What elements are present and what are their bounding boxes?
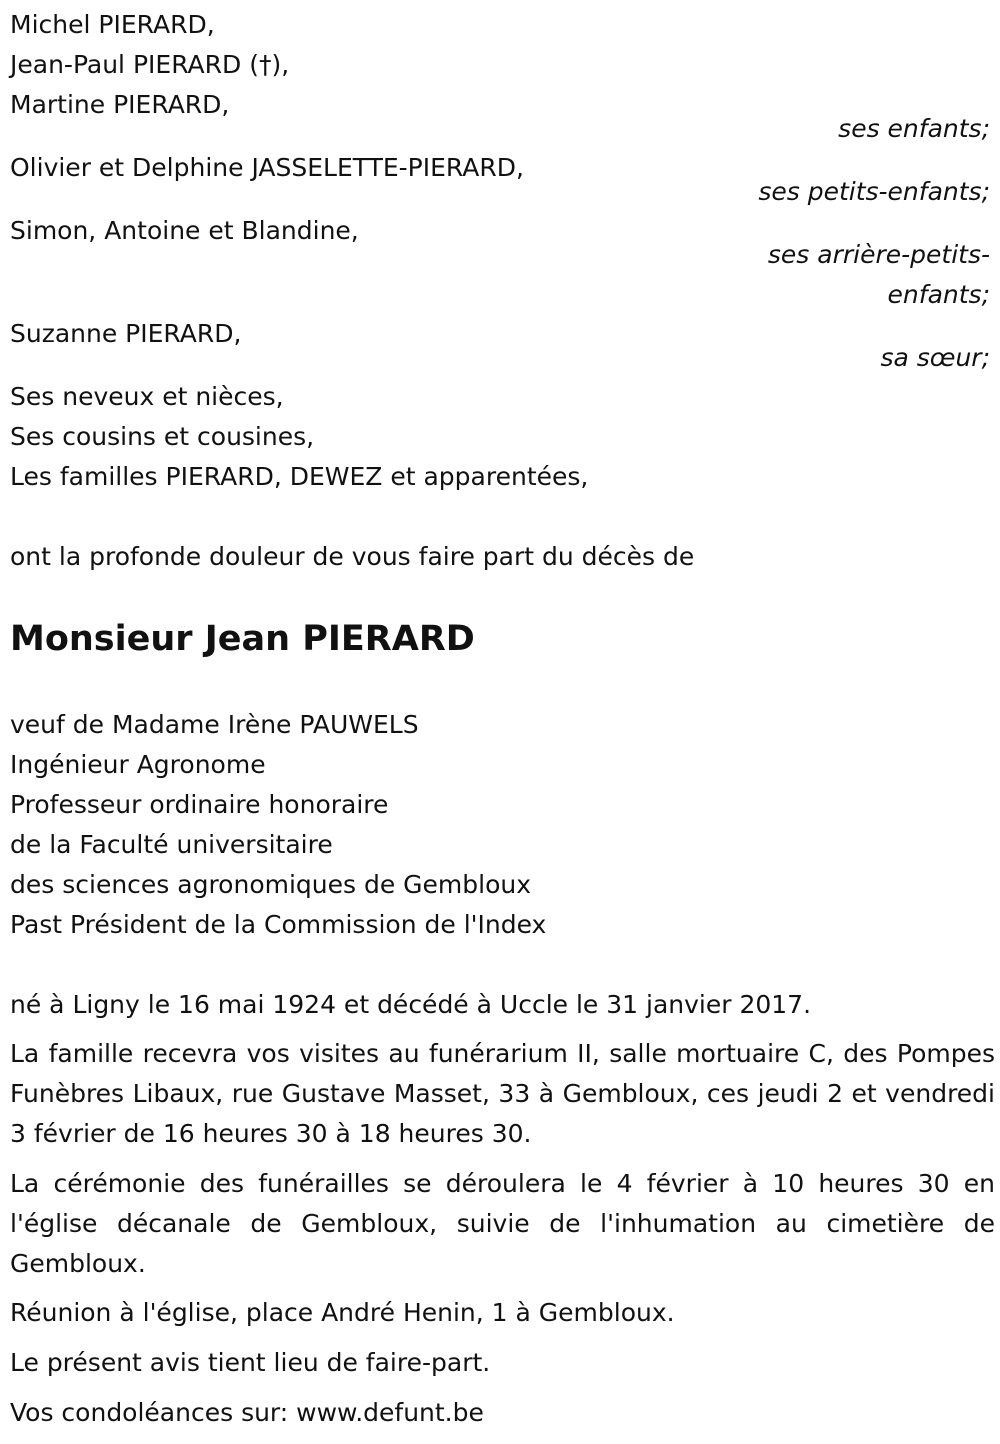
cousins: Ses cousins et cousines, (10, 422, 315, 451)
great-grandchildren-role-line1: ses arrière-petits- (767, 240, 990, 269)
nephews-nieces: Ses neveux et nièces, (10, 382, 284, 411)
grandchildren-role: ses petits-enfants; (758, 177, 990, 206)
family-child-3: Martine PIERARD, (10, 90, 230, 119)
birth-death: né à Ligny le 16 mai 1924 et décédé à Uccle le 31 janvier 2017. (10, 990, 812, 1019)
ceremony-paragraph: La cérémonie des funérailles se déroulera le 4 février à 10 heures 30 en l'église décanale de Gembloux, suivie de l'inhumation au cimetière de Gembloux. (10, 1169, 995, 1278)
families: Les familles PIERARD, DEWEZ et apparentées, (10, 462, 589, 491)
meeting-paragraph: Réunion à l'église, place André Henin, 1 à Gembloux. (10, 1298, 675, 1327)
sister-role: sa sœur; (880, 343, 990, 372)
great-grandchildren: Simon, Antoine et Blandine, (10, 216, 359, 245)
deceased-name: Monsieur Jean PIERARD (10, 619, 475, 659)
condolences-paragraph: Vos condoléances sur: www.defunt.be (10, 1398, 484, 1427)
announcement: ont la profonde douleur de vous faire part du décès de (10, 542, 695, 571)
deceased-title-2: Ingénieur Agronome (10, 750, 266, 779)
sister: Suzanne PIERARD, (10, 319, 242, 348)
visits-paragraph: La famille recevra vos visites au funérarium II, salle mortuaire C, des Pompes Funèbres Libaux, rue Gustave Masset, 33 à Gembloux, ces jeudi 2 et vendredi 3 février de 16 heures 30 à 18 heures 30. (10, 1039, 995, 1148)
family-child-2: Jean-Paul PIERARD (†), (10, 50, 290, 79)
notice-paragraph: Le présent avis tient lieu de faire-part. (10, 1348, 491, 1377)
deceased-title-1: veuf de Madame Irène PAUWELS (10, 710, 419, 739)
deceased-title-4: de la Faculté universitaire (10, 830, 333, 859)
grandchildren: Olivier et Delphine JASSELETTE-PIERARD, (10, 153, 524, 182)
deceased-title-3: Professeur ordinaire honoraire (10, 790, 389, 819)
family-child-1: Michel PIERARD, (10, 10, 215, 39)
deceased-title-6: Past Président de la Commission de l'Index (10, 910, 547, 939)
deceased-title-5: des sciences agronomiques de Gembloux (10, 870, 532, 899)
children-role: ses enfants; (838, 114, 990, 143)
great-grandchildren-role-line2: enfants; (887, 280, 990, 309)
